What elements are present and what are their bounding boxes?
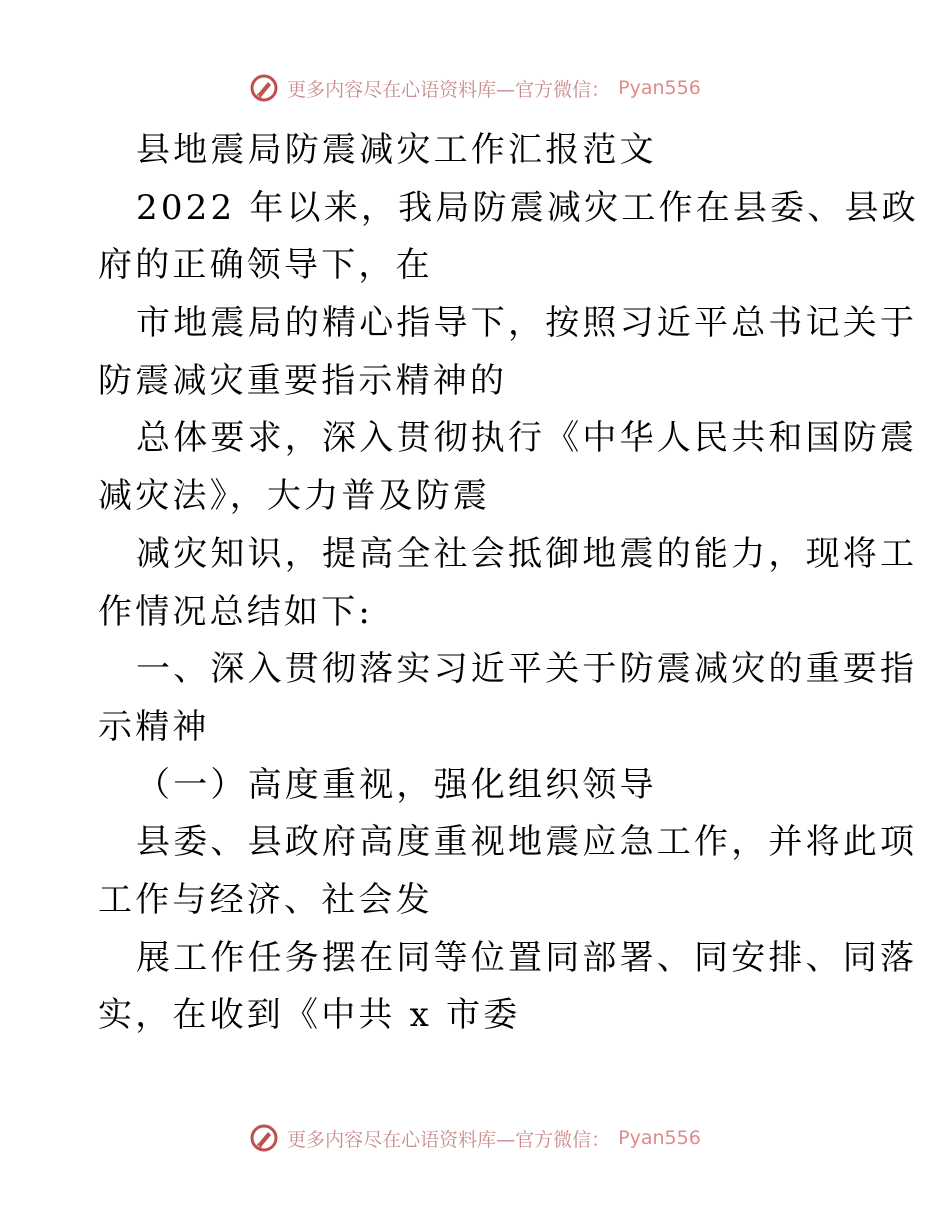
text-line: 展工作任务摆在同等位置同部署、同安排、同落 bbox=[136, 937, 918, 978]
watermark-wechat-id: Pyan556 bbox=[618, 1127, 701, 1149]
text-line: （一）高度重视，强化组织领导 bbox=[136, 764, 657, 805]
text-line: 县委、县政府高度重视地震应急工作，并将此项 bbox=[136, 822, 918, 863]
watermark-header bbox=[0, 73, 950, 103]
text-line: 防震减灾重要指示精神的 bbox=[98, 360, 508, 401]
document-body bbox=[98, 122, 919, 1045]
watermark-wechat-id: Pyan556 bbox=[618, 77, 701, 99]
text-line: 工作与经济、社会发 bbox=[98, 879, 433, 920]
text-line: 府的正确领导下，在 bbox=[98, 245, 433, 286]
watermark-text: 更多内容尽在心语资料库—官方微信： bbox=[287, 78, 611, 101]
text-line: 减灾法》，大力普及防震 bbox=[98, 476, 491, 517]
pen-logo-icon bbox=[249, 1123, 279, 1153]
text-line: 一、深入贯彻落实习近平关于防震减灾的重要指 bbox=[136, 649, 918, 690]
document-title: 县地震局防震减灾工作汇报范文 bbox=[136, 130, 657, 170]
watermark-footer bbox=[0, 1123, 950, 1153]
text-line: 总体要求，深入贯彻执行《中华人民共和国防震 bbox=[136, 418, 918, 459]
text-line: 2022 年以来，我局防震减灾工作在县委、县政 bbox=[136, 187, 919, 228]
text-line: 实，在收到《中共 x 市委 bbox=[98, 995, 521, 1036]
text-line: 作情况总结如下: bbox=[98, 591, 374, 632]
text-line: 减灾知识，提高全社会抵御地震的能力，现将工 bbox=[136, 533, 918, 574]
watermark-text: 更多内容尽在心语资料库—官方微信： bbox=[287, 1128, 611, 1151]
pen-logo-icon bbox=[249, 73, 279, 103]
text-line: 市地震局的精心指导下，按照习近平总书记关于 bbox=[136, 303, 918, 344]
text-line: 示精神 bbox=[98, 706, 210, 747]
